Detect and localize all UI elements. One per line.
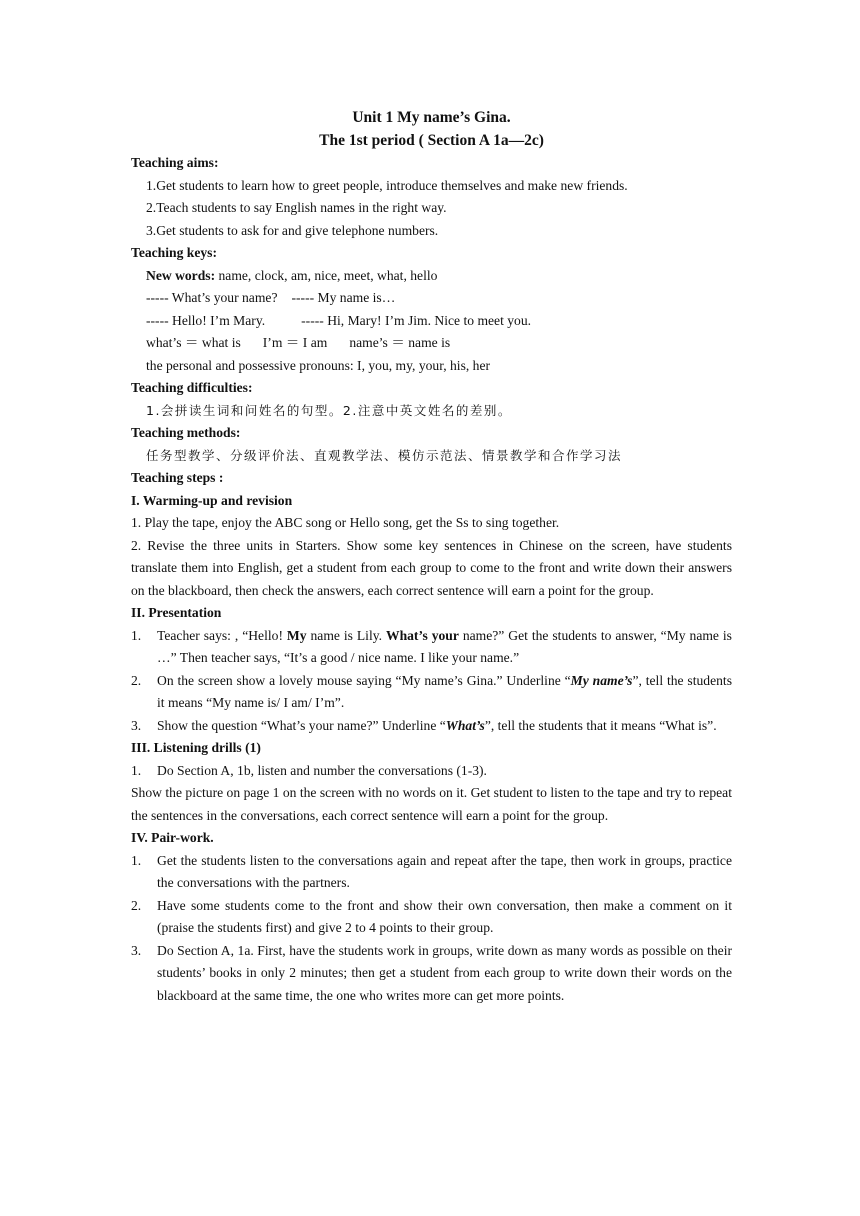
dialogue-greeting: ----- Hello! I’m Mary. [146, 312, 266, 328]
list-text: Have some students come to the front and show their own conversation, then make a comment on it (praise the students first) and give 2 to 4 points to their group. [157, 897, 732, 935]
new-words-line [131, 265, 732, 288]
contraction-im: I’m ＝ I am [262, 335, 328, 350]
step-3-heading: III. Listening drills (1) [131, 740, 261, 755]
list-item [131, 715, 732, 738]
keys-heading: Teaching keys: [131, 245, 217, 260]
methods-text: 任务型教学、分级评价法、直观教学法、模仿示范法、情景教学和合作学习法 [146, 447, 623, 463]
list-text: Teacher says: , “Hello! My name is Lily. What’s your name?” Get the students to answer, “My name is …” Then teacher says, “It’s a good / nice name. I like your name.” [157, 627, 732, 665]
list-number: 1. [131, 627, 142, 643]
list-item [131, 670, 732, 715]
step-3-paragraph: Show the picture on page 1 on the screen with no words on it. Get student to listen to the tape and try to repeat the sentences in the conversations, each correct sentence will earn a point for the group. [131, 785, 732, 823]
aims-heading: Teaching aims: [131, 155, 219, 170]
dialogue-question: ----- What’s your name? [146, 290, 278, 305]
list-number: 1. [131, 762, 142, 778]
dialogue-line-2 [131, 310, 732, 333]
list-number: 2. [131, 672, 142, 688]
methods-heading: Teaching methods: [131, 425, 241, 440]
list-item [131, 625, 732, 670]
aim-item: 3.Get students to ask for and give telephone numbers. [146, 222, 439, 238]
contraction-whats: what’s ＝ what is [146, 335, 241, 350]
dialogue-reply: ----- Hi, Mary! I’m Jim. Nice to meet you. [301, 312, 532, 328]
difficulties-heading: Teaching difficulties: [131, 380, 253, 395]
contraction-names: name’s ＝ name is [349, 335, 451, 350]
step-2-heading: II. Presentation [131, 605, 222, 620]
period-title: The 1st period ( Section A 1a—2c) [319, 132, 544, 149]
list-text: On the screen show a lovely mouse saying “My name’s Gina.” Underline “My name’s”, tell the students it means “My name is/ I am/ I’m”. [157, 672, 732, 710]
list-item [131, 760, 732, 783]
lesson-plan-page [131, 106, 732, 1007]
list-item [131, 895, 732, 940]
list-text: Do Section A, 1a. First, have the students work in groups, write down as many words as possible on their students’ books in only 2 minutes; then get a student from each group to write down their words on the blackboard at the same time, the one who writes more can get more points. [157, 942, 732, 1003]
list-text: Do Section A, 1b, listen and number the conversations (1-3). [157, 762, 487, 778]
aim-item: 1.Get students to learn how to greet people, introduce themselves and make new friends. [146, 177, 628, 193]
pronouns-line: the personal and possessive pronouns: I, you, my, your, his, her [146, 357, 491, 373]
step-1-paragraph: 2. Revise the three units in Starters. Show some key sentences in Chinese on the screen, have students translate them into English, get a student from each group to come to the front and write down their answers on the blackboard, then check the answers, each correct sentence will earn a point for the group. [131, 537, 732, 598]
difficulties-text: 1.会拼读生词和问姓名的句型。2.注意中英文姓名的差别。 [146, 402, 512, 418]
step-4-heading: IV. Pair-work. [131, 830, 214, 845]
step-1-heading: I. Warming-up and revision [131, 492, 293, 508]
list-number: 1. [131, 852, 142, 868]
list-item [131, 850, 732, 895]
list-number: 2. [131, 897, 142, 913]
unit-title: Unit 1 My name’s Gina. [352, 109, 511, 126]
list-item [131, 940, 732, 1008]
list-number: 3. [131, 717, 142, 733]
contractions-line [131, 332, 732, 355]
dialogue-line-1 [131, 287, 732, 310]
steps-heading: Teaching steps : [131, 470, 224, 485]
new-words-label: New words: [146, 267, 216, 283]
dialogue-answer: ----- My name is… [291, 290, 396, 305]
step-1-paragraph: 1. Play the tape, enjoy the ABC song or Hello song, get the Ss to sing together. [131, 515, 560, 530]
list-text: Get the students listen to the conversations again and repeat after the tape, then work in groups, practice the conversations with the partners. [157, 852, 732, 890]
list-text: Show the question “What’s your name?” Underline “What’s”, tell the students that it means “What is”. [157, 717, 717, 733]
new-words-list: name, clock, am, nice, meet, what, hello [215, 267, 438, 283]
aim-item: 2.Teach students to say English names in the right way. [146, 200, 447, 215]
list-number: 3. [131, 942, 142, 958]
